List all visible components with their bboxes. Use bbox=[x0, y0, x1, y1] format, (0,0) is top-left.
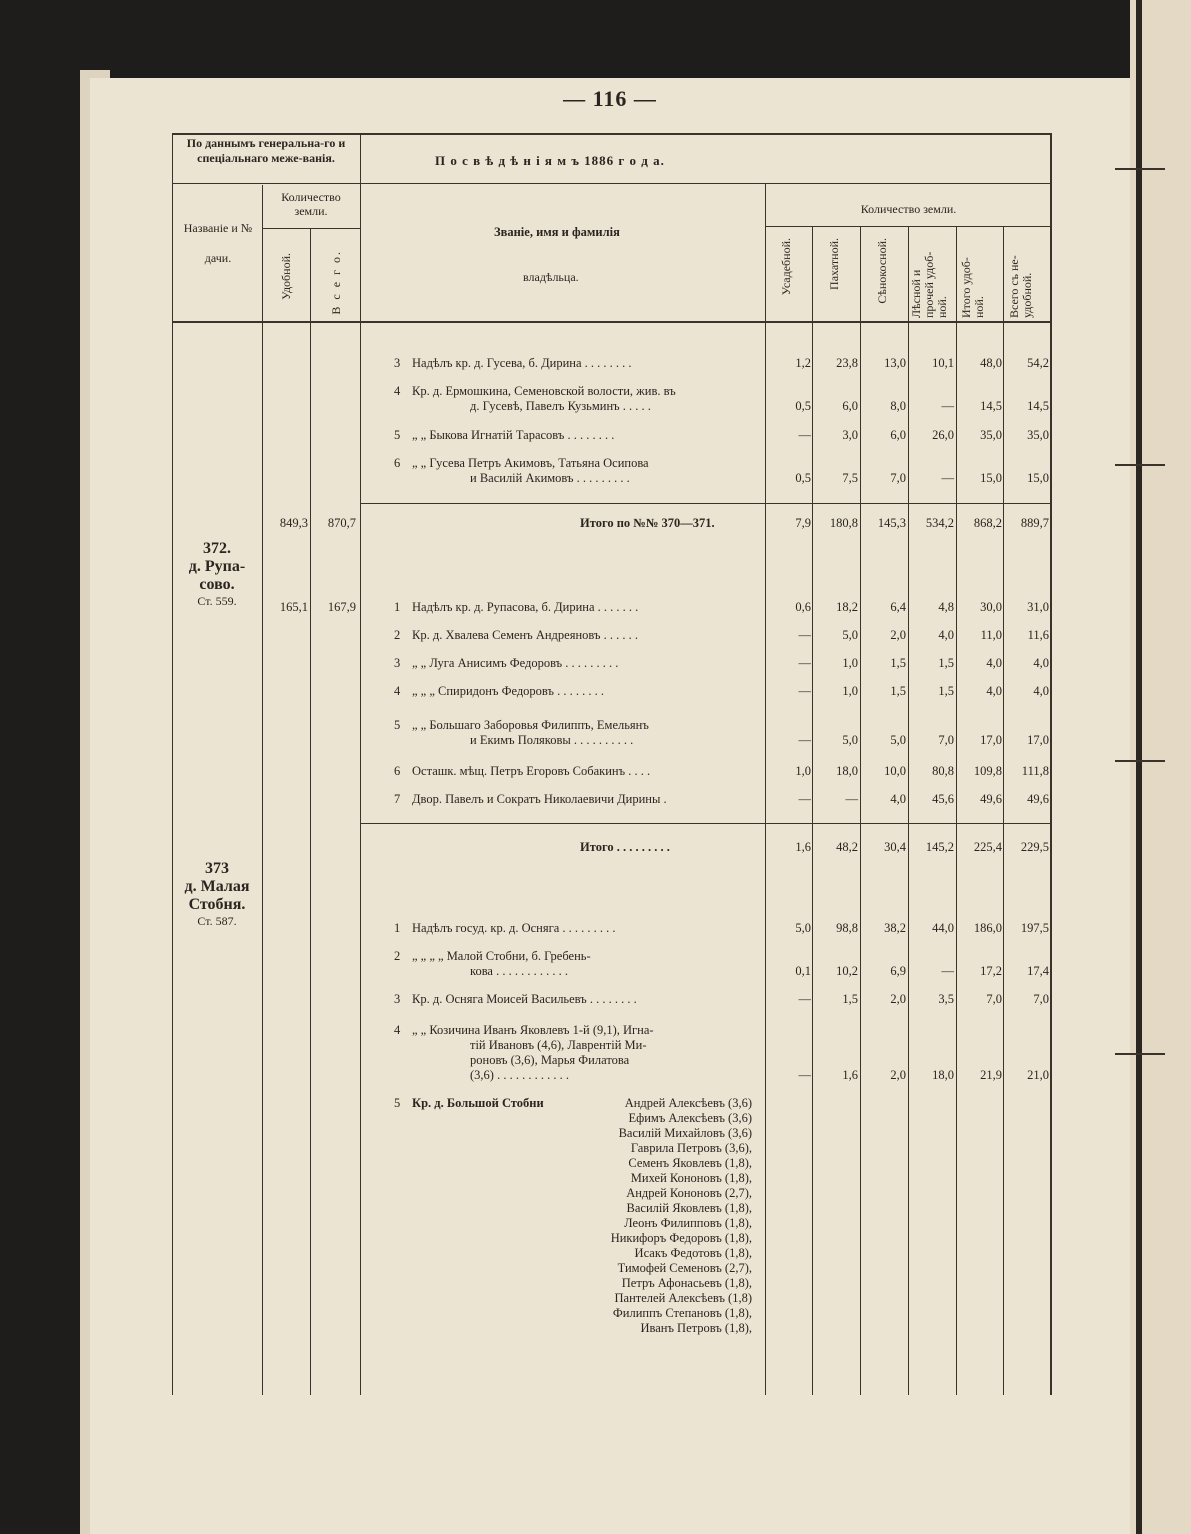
info-1886-header: П о с в ѣ д ѣ н і я м ъ 1886 г о д а. bbox=[435, 153, 665, 168]
estate-373: 373 д. Малая Стобня. Ст. 587. bbox=[184, 860, 250, 928]
binding-stitch bbox=[1115, 760, 1165, 762]
value-cell: 2,0 bbox=[890, 628, 906, 642]
col-div-2 bbox=[860, 226, 861, 1395]
value-cell: 2,0 bbox=[890, 992, 906, 1006]
value-cell: 186,0 bbox=[973, 921, 1002, 935]
value-cell: 6,9 bbox=[890, 964, 906, 978]
owner-text: „ „ „ Спиридонъ Федоровъ . . . . . . . . bbox=[412, 684, 604, 698]
value-cell: — bbox=[941, 964, 954, 978]
value-cell: 38,2 bbox=[884, 921, 906, 935]
value-cell: 111,8 bbox=[1021, 764, 1049, 778]
value-cell: 6,4 bbox=[890, 600, 906, 614]
owner-name: Филиппъ Степановъ (1,8), bbox=[612, 1306, 752, 1320]
subtotal-label: Итого по №№ 370—371. bbox=[580, 516, 715, 530]
row-number: 5 bbox=[394, 1096, 401, 1110]
estate-372-total: 167,9 bbox=[327, 600, 356, 614]
value-cell: — bbox=[941, 471, 954, 485]
value-cell: 15,0 bbox=[980, 471, 1002, 485]
value-cell: 8,0 bbox=[890, 399, 906, 413]
owner-name: Михей Кононовъ (1,8), bbox=[630, 1171, 752, 1185]
value-cell: 31,0 bbox=[1027, 600, 1049, 614]
owner-name: Василій Михайловъ (3,6) bbox=[618, 1126, 752, 1140]
owner-name: Леонъ Филипповъ (1,8), bbox=[624, 1216, 752, 1230]
qty-subheader-rule bbox=[262, 228, 360, 229]
value-cell: 3,5 bbox=[938, 992, 954, 1006]
value-cell: 180,8 bbox=[829, 516, 858, 530]
value-cell: 229,5 bbox=[1020, 840, 1049, 854]
owner-name: Василій Яковлевъ (1,8), bbox=[626, 1201, 752, 1215]
value-cell: 5,0 bbox=[795, 921, 811, 935]
name-col-divider bbox=[262, 185, 263, 1395]
value-cell: — bbox=[845, 792, 858, 806]
value-cell: 5,0 bbox=[890, 733, 906, 747]
owner-text: „ „ Козичина Иванъ Яковлевъ 1-й (9,1), Игна- bbox=[412, 1023, 654, 1037]
value-cell: 10,0 bbox=[884, 764, 906, 778]
book-gutter bbox=[1136, 0, 1142, 1534]
owner-col-header-2: владѣльца. bbox=[523, 270, 579, 284]
value-cell: 534,2 bbox=[925, 516, 954, 530]
owner-text: Надѣлъ госуд. кр. д. Осняга . . . . . . . . . bbox=[412, 921, 616, 935]
value-cell: 1,0 bbox=[795, 764, 811, 778]
value-cell: 6,0 bbox=[842, 399, 858, 413]
owner-name: Иванъ Петровъ (1,8), bbox=[640, 1321, 752, 1335]
owner-col-header-1: Званіе, имя и фамилія bbox=[494, 225, 620, 239]
value-cell: 26,0 bbox=[932, 428, 954, 442]
value-cell: 868,2 bbox=[973, 516, 1002, 530]
owner-text: д. Гусевѣ, Павелъ Кузьминъ . . . . . bbox=[470, 399, 651, 413]
row-number: 3 bbox=[394, 656, 401, 670]
value-cell: 889,7 bbox=[1020, 516, 1049, 530]
value-cell: — bbox=[798, 992, 811, 1006]
table-top-rule bbox=[172, 133, 1052, 135]
document-page bbox=[90, 78, 1130, 1534]
value-cell: 1,5 bbox=[938, 656, 954, 670]
owner-text: Двор. Павелъ и Сократъ Николаевичи Дирины . bbox=[412, 792, 667, 806]
owner-text: Надѣлъ кр. д. Рупасова, б. Дирина . . . . . . . bbox=[412, 600, 639, 614]
value-cell: 1,6 bbox=[795, 840, 811, 854]
value-cell: 17,4 bbox=[1027, 964, 1049, 978]
value-cell: 48,0 bbox=[980, 356, 1002, 370]
value-cell: — bbox=[798, 628, 811, 642]
header-rule-1 bbox=[172, 183, 1052, 184]
row-number: 6 bbox=[394, 456, 401, 470]
col-header-1: Усадебной. bbox=[779, 238, 793, 296]
value-cell: 7,0 bbox=[1033, 992, 1049, 1006]
owner-name: Исакъ Федотовъ (1,8), bbox=[634, 1246, 752, 1260]
col-div-3 bbox=[908, 226, 909, 1395]
prev-useful-total: 849,3 bbox=[279, 516, 308, 530]
owner-name: Пантелей Алексѣевъ (1,8) bbox=[614, 1291, 752, 1305]
value-cell: 17,0 bbox=[1027, 733, 1049, 747]
value-cell: 80,8 bbox=[932, 764, 954, 778]
value-cell: 7,5 bbox=[842, 471, 858, 485]
owner-text: тій Ивановъ (4,6), Лаврентій Ми- bbox=[470, 1038, 647, 1052]
value-cell: — bbox=[798, 1068, 811, 1082]
value-cell: — bbox=[798, 656, 811, 670]
owner-name: Андрей Кононовъ (2,7), bbox=[626, 1186, 752, 1200]
value-cell: 1,2 bbox=[795, 356, 811, 370]
prev-grand-total: 870,7 bbox=[327, 516, 356, 530]
value-cell: 1,0 bbox=[842, 684, 858, 698]
value-cell: 4,0 bbox=[1033, 656, 1049, 670]
estate-372: 372. д. Рупа- сово. Ст. 559. bbox=[188, 540, 246, 608]
owner-text: и Екимъ Поляковы . . . . . . . . . . bbox=[470, 733, 634, 747]
value-cell: 197,5 bbox=[1020, 921, 1049, 935]
value-cell: 0,1 bbox=[795, 964, 811, 978]
owner-text: Кр. д. Хвалева Семенъ Андреяновъ . . . . . . bbox=[412, 628, 638, 642]
value-cell: — bbox=[941, 399, 954, 413]
value-cell: 5,0 bbox=[842, 628, 858, 642]
value-cell: 17,2 bbox=[980, 964, 1002, 978]
owner-name: Никифоръ Федоровъ (1,8), bbox=[610, 1231, 752, 1245]
name-col-header: Названіе и № дачи. bbox=[183, 221, 253, 265]
value-cell: 14,5 bbox=[1027, 399, 1049, 413]
value-cell: 23,8 bbox=[836, 356, 858, 370]
value-cell: 44,0 bbox=[932, 921, 954, 935]
value-cell: 21,9 bbox=[980, 1068, 1002, 1082]
row-number: 1 bbox=[394, 600, 401, 614]
page-number: — 116 — bbox=[563, 86, 657, 111]
value-cell: 4,0 bbox=[986, 656, 1002, 670]
row-number: 4 bbox=[394, 1023, 401, 1037]
owner-text: (3,6) . . . . . . . . . . . . bbox=[470, 1068, 569, 1082]
value-cell: 11,0 bbox=[980, 628, 1002, 642]
value-cell: 35,0 bbox=[1027, 428, 1049, 442]
owner-text: Кр. д. Осняга Моисей Васильевъ . . . . . . . . bbox=[412, 992, 637, 1006]
survey-group-header: По даннымъ генеральна-го и спеціальнаго меже-ванія. bbox=[186, 136, 346, 165]
value-cell: 4,0 bbox=[938, 628, 954, 642]
value-cell: 18,0 bbox=[932, 1068, 954, 1082]
value-cell: 10,2 bbox=[836, 964, 858, 978]
value-cell: — bbox=[798, 428, 811, 442]
value-cell: 98,8 bbox=[836, 921, 858, 935]
col-header-4: Лѣсной и прочей удоб-ной. bbox=[909, 251, 949, 318]
owner-text: „ „ Быкова Игнатій Тарасовъ . . . . . . . . bbox=[412, 428, 615, 442]
useful-col-divider bbox=[310, 228, 311, 1395]
value-cell: 49,6 bbox=[980, 792, 1002, 806]
row-number: 2 bbox=[394, 949, 401, 963]
value-cell: 4,0 bbox=[1033, 684, 1049, 698]
value-cell: 1,5 bbox=[842, 992, 858, 1006]
value-cell: 5,0 bbox=[842, 733, 858, 747]
col-div-5 bbox=[1003, 226, 1004, 1395]
owner-text: Кр. д. Ермошкина, Семеновской волости, жив. въ bbox=[412, 384, 676, 398]
value-cell: 2,0 bbox=[890, 1068, 906, 1082]
binding-stitch bbox=[1115, 168, 1165, 170]
estate-372-useful: 165,1 bbox=[279, 600, 308, 614]
owner-name: Гаврила Петровъ (3,6), bbox=[630, 1141, 752, 1155]
value-cell: 0,6 bbox=[795, 600, 811, 614]
owner-text: „ „ Большаго Заборовья Филиппъ, Емельянъ bbox=[412, 718, 649, 732]
value-cell: 1,5 bbox=[890, 656, 906, 670]
row-number: 7 bbox=[394, 792, 401, 806]
owner-name: Петръ Афонасьевъ (1,8), bbox=[621, 1276, 752, 1290]
col-div-4 bbox=[956, 226, 957, 1395]
value-cell: — bbox=[798, 792, 811, 806]
value-cell: 145,2 bbox=[925, 840, 954, 854]
value-cell: 7,9 bbox=[795, 516, 811, 530]
value-cell: 13,0 bbox=[884, 356, 906, 370]
value-cell: 0,5 bbox=[795, 399, 811, 413]
row-number: 5 bbox=[394, 718, 401, 732]
binding-stitch bbox=[1115, 464, 1165, 466]
value-cell: 18,0 bbox=[836, 764, 858, 778]
row-number: 6 bbox=[394, 764, 401, 778]
value-cell: 21,0 bbox=[1027, 1068, 1049, 1082]
value-cell: 17,0 bbox=[980, 733, 1002, 747]
value-cell: 4,0 bbox=[986, 684, 1002, 698]
land-qty-header: Количество земли. bbox=[860, 202, 957, 216]
subtotal-rule-2 bbox=[360, 823, 1052, 824]
useful-col-header: Удобной. bbox=[279, 253, 293, 300]
col-div-1 bbox=[812, 226, 813, 1395]
owner-text: и Василій Акимовъ . . . . . . . . . bbox=[470, 471, 630, 485]
value-cell: 1,0 bbox=[842, 656, 858, 670]
owner-text: Надѣлъ кр. д. Гусева, б. Дирина . . . . . . . . bbox=[412, 356, 632, 370]
value-cell: — bbox=[798, 733, 811, 747]
owner-text: „ „ Гусева Петръ Акимовъ, Татьяна Осипова bbox=[412, 456, 649, 470]
value-cell: 7,0 bbox=[986, 992, 1002, 1006]
owner-text: Осташк. мѣщ. Петръ Егоровъ Собакинъ . . . . bbox=[412, 764, 651, 778]
row-number: 3 bbox=[394, 356, 401, 370]
header-rule-2 bbox=[172, 321, 1052, 323]
subtotal-label: Итого . . . . . . . . . bbox=[580, 840, 670, 854]
value-cell: 18,2 bbox=[836, 600, 858, 614]
owner-name: Семенъ Яковлевъ (1,8), bbox=[628, 1156, 752, 1170]
value-cell: 0,5 bbox=[795, 471, 811, 485]
owner-name: Тимофей Семеновъ (2,7), bbox=[617, 1261, 752, 1275]
qty-col-header: Количество земли. bbox=[281, 190, 341, 218]
value-cell: 15,0 bbox=[1027, 471, 1049, 485]
owner-name: Андрей Алексѣевъ (3,6) bbox=[624, 1096, 752, 1110]
value-cell: 1,5 bbox=[938, 684, 954, 698]
row-number: 4 bbox=[394, 684, 401, 698]
col-header-5: Итого удоб-ной. bbox=[959, 257, 986, 318]
value-cell: 35,0 bbox=[980, 428, 1002, 442]
col-header-6: Всего съ не-удобной. bbox=[1007, 255, 1034, 318]
value-cell: 109,8 bbox=[973, 764, 1002, 778]
owner-text: „ „ „ „ Малой Стобни, б. Гребень- bbox=[412, 949, 591, 963]
value-cell: 4,0 bbox=[890, 792, 906, 806]
row-number: 4 bbox=[394, 384, 401, 398]
owner-col-divider bbox=[765, 183, 766, 1395]
owner-text: кова . . . . . . . . . . . . bbox=[470, 964, 568, 978]
value-cell: 54,2 bbox=[1027, 356, 1049, 370]
owner-name: Ефимъ Алексѣевъ (3,6) bbox=[628, 1111, 752, 1125]
value-cell: 7,0 bbox=[890, 471, 906, 485]
owner-text: Кр. д. Большой Стобни bbox=[412, 1096, 544, 1110]
value-cell: — bbox=[798, 684, 811, 698]
subtotal-rule-1 bbox=[360, 503, 1052, 504]
value-cell: 45,6 bbox=[932, 792, 954, 806]
binding-stitch bbox=[1115, 1053, 1165, 1055]
value-cell: 14,5 bbox=[980, 399, 1002, 413]
row-number: 5 bbox=[394, 428, 401, 442]
value-cell: 1,6 bbox=[842, 1068, 858, 1082]
value-cell: 6,0 bbox=[890, 428, 906, 442]
value-cell: 49,6 bbox=[1027, 792, 1049, 806]
value-cell: 30,4 bbox=[884, 840, 906, 854]
owner-text: „ „ Луга Анисимъ Федоровъ . . . . . . . . . bbox=[412, 656, 619, 670]
row-number: 3 bbox=[394, 992, 401, 1006]
value-cell: 4,8 bbox=[938, 600, 954, 614]
value-cell: 11,6 bbox=[1027, 628, 1049, 642]
row-number: 1 bbox=[394, 921, 401, 935]
col-header-2: Пахатной. bbox=[827, 238, 841, 290]
value-cell: 145,3 bbox=[877, 516, 906, 530]
value-cell: 10,1 bbox=[932, 356, 954, 370]
total-col-header: В с е г о. bbox=[329, 250, 343, 315]
value-cell: 48,2 bbox=[836, 840, 858, 854]
value-cell: 7,0 bbox=[938, 733, 954, 747]
value-cell: 3,0 bbox=[842, 428, 858, 442]
value-cell: 30,0 bbox=[980, 600, 1002, 614]
value-cell: 1,5 bbox=[890, 684, 906, 698]
value-cell: 225,4 bbox=[973, 840, 1002, 854]
row-number: 2 bbox=[394, 628, 401, 642]
col-header-3: Сѣнокосной. bbox=[875, 238, 889, 304]
owner-text: роновъ (3,6), Марья Филатова bbox=[470, 1053, 630, 1067]
